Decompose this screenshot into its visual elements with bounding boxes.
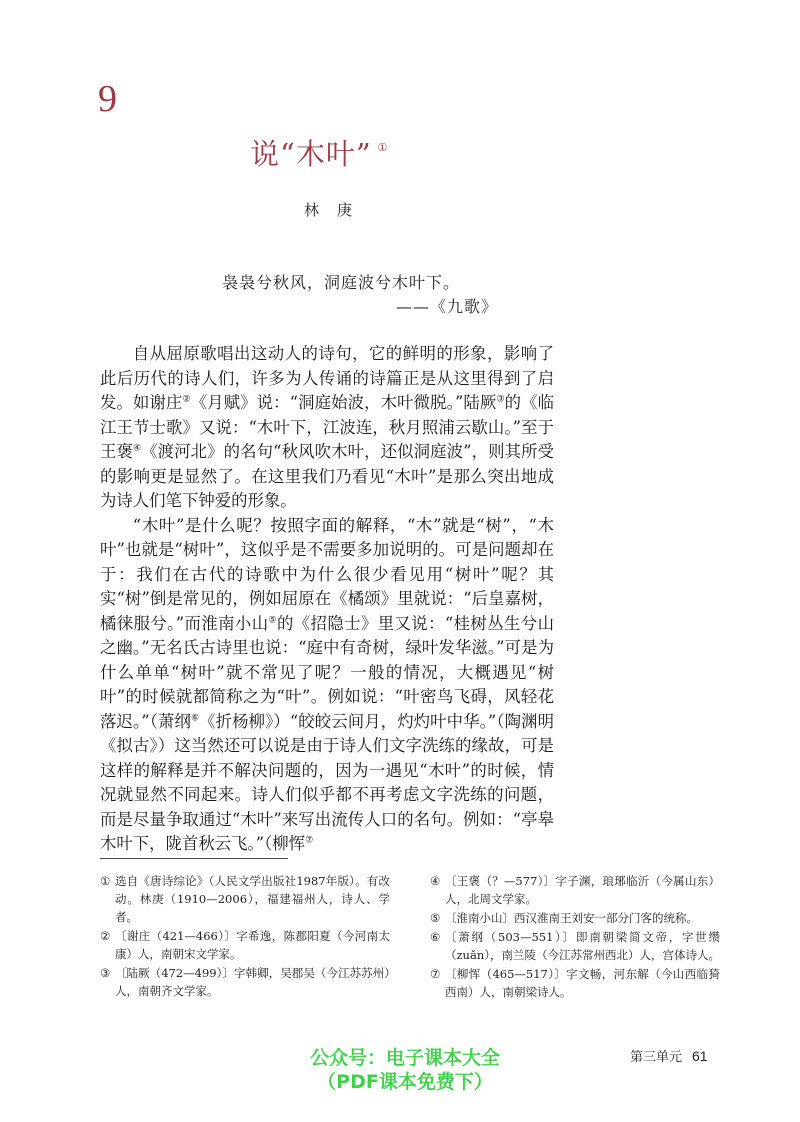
footnotes-left-column bbox=[100, 872, 390, 1001]
footnote-item bbox=[430, 965, 720, 1001]
footnote-ref: ③ bbox=[496, 394, 505, 405]
epigraph bbox=[222, 271, 498, 316]
title-footnote-ref: ① bbox=[377, 141, 389, 154]
footnote-ref: ④ bbox=[133, 443, 142, 454]
paragraph-text: 《折杨柳》）“皎皎云间月，灼灼叶中华。”（陶渊明《拟古》）这当然还可以说是由于诗人们文字洗练的缘故，可是这样的解释是并不解决问题的，因为一遇见“木叶”的时候，情况就显然不同起来。诗人们似乎都不再考虑文字洗练的问题，而是尽量争取通过“木叶”来写出流传人口的名句。例如：“亭皋木叶下，陇首秋云飞。”（柳恽 bbox=[100, 711, 554, 853]
footnotes-right-column bbox=[430, 872, 720, 1002]
footnote-item bbox=[430, 872, 720, 908]
footnote-item bbox=[430, 909, 720, 927]
watermark bbox=[290, 1046, 520, 1094]
footnote-text: 〔谢庄（421—466）〕字希逸，陈郡阳夏（今河南太康）人，南朝宋文学家。 bbox=[115, 929, 390, 961]
footnote-item bbox=[100, 964, 390, 1000]
paragraph-text: 的《临江王节士歌》又说：“木叶下，江波连，秋月照浦云歇山。”至于王褒 bbox=[100, 393, 555, 461]
page-title bbox=[250, 137, 389, 171]
watermark-line-2: （PDF课本免费下） bbox=[317, 1071, 493, 1093]
body-text bbox=[100, 342, 554, 857]
paragraph-text: 《渡河北》的名句“秋风吹木叶，还似洞庭波”，则其所受的影响更是显然了。在这里我们乃看见“木叶”是那么突出地成为诗人们笔下钟爱的形象。 bbox=[100, 442, 554, 510]
footnote-mark: ③ bbox=[100, 966, 111, 980]
footnote-mark: ② bbox=[100, 929, 111, 943]
footnote-ref: ⑥ bbox=[190, 713, 200, 724]
footnote-text: 〔淮南小山〕西汉淮南王刘安一部分门客的统称。 bbox=[445, 911, 698, 925]
body-paragraph bbox=[100, 342, 554, 514]
watermark-line-1: 公众号：电子课本大全 bbox=[309, 1047, 500, 1069]
footnote-item bbox=[100, 872, 390, 926]
page-number: 61 bbox=[692, 1048, 708, 1064]
footnote-divider bbox=[100, 858, 288, 859]
epigraph-source: ——《九歌》 bbox=[395, 297, 498, 316]
paragraph-text: 的《招隐士》里又说：“桂树丛生兮山之幽。”无名氏古诗里也说：“庭中有奇树，绿叶发华滋。”可是为什么单单“树叶”就不常见了呢？一般的情况，大概遇见“树叶”的时候就都简称之为“叶”。例如说：“叶密鸟飞碍，风轻花落迟。”（萧纲 bbox=[100, 613, 554, 731]
footnote-text: 〔王褒（？—577）〕字子渊，琅琊临沂（今属山东）人，北周文学家。 bbox=[445, 874, 720, 906]
footnote-mark: ⑥ bbox=[430, 930, 441, 944]
footnote-ref: ⑦ bbox=[305, 835, 314, 846]
footnote-item bbox=[100, 927, 390, 963]
footnote-mark: ④ bbox=[430, 874, 441, 888]
footnote-text: 〔萧纲（503—551）〕即南朝梁简文帝，字世缵（zuǎn），南兰陵（今江苏常州西北）人，宫体诗人。 bbox=[445, 930, 720, 962]
footnote-text: 〔陆厥（472—499）〕字韩卿，吴郡吴（今江苏苏州）人，南朝齐文学家。 bbox=[115, 966, 390, 998]
epigraph-line: 袅袅兮秋风，洞庭波兮木叶下。 bbox=[222, 273, 461, 292]
paragraph-text: “木叶”是什么呢？按照字面的解释，“木”就是“树”，“木叶”也就是“树叶”，这似乎是不需要多加说明的。可是问题却在于：我们在古代的诗歌中为什么很少看见用“树叶”呢？其实“树”倒是常见的，例如屈原在《橘颂》里就说：“后皇嘉树，橘徕服兮。”而淮南小山 bbox=[100, 515, 554, 633]
footnote-mark: ⑤ bbox=[430, 911, 441, 925]
body-paragraph bbox=[100, 514, 554, 857]
footnote-text: 选自《唐诗综论》（人民文学出版社1987年版）。有改动。林庚（1910—2006），福建福州人，诗人、学者。 bbox=[115, 874, 390, 924]
footnote-text: 〔柳恽（465—517）〕字文畅，河东解（今山西临猗西南）人，南朝梁诗人。 bbox=[445, 967, 720, 999]
footnote-mark: ① bbox=[100, 874, 111, 888]
footnote-item bbox=[430, 928, 720, 964]
footnote-ref: ② bbox=[182, 394, 191, 405]
lesson-number: 9 bbox=[98, 78, 117, 120]
footnote-ref: ⑤ bbox=[268, 615, 277, 626]
paragraph-text: 《月赋》说：“洞庭始波，木叶微脱。”陆厥 bbox=[190, 393, 497, 412]
paragraph-text: 自从屈原歌唱出这动人的诗句，它的鲜明的形象，影响了此后历代的诗人们，许多为人传诵的诗篇正是从这里得到了启发。如谢庄 bbox=[100, 344, 554, 412]
title-text: 说“木叶” bbox=[250, 137, 372, 171]
unit-label: 第三单元 bbox=[630, 1050, 683, 1065]
author-name: 林庚 bbox=[304, 201, 371, 219]
footnote-mark: ⑦ bbox=[430, 967, 441, 981]
page-footer bbox=[630, 1046, 708, 1065]
